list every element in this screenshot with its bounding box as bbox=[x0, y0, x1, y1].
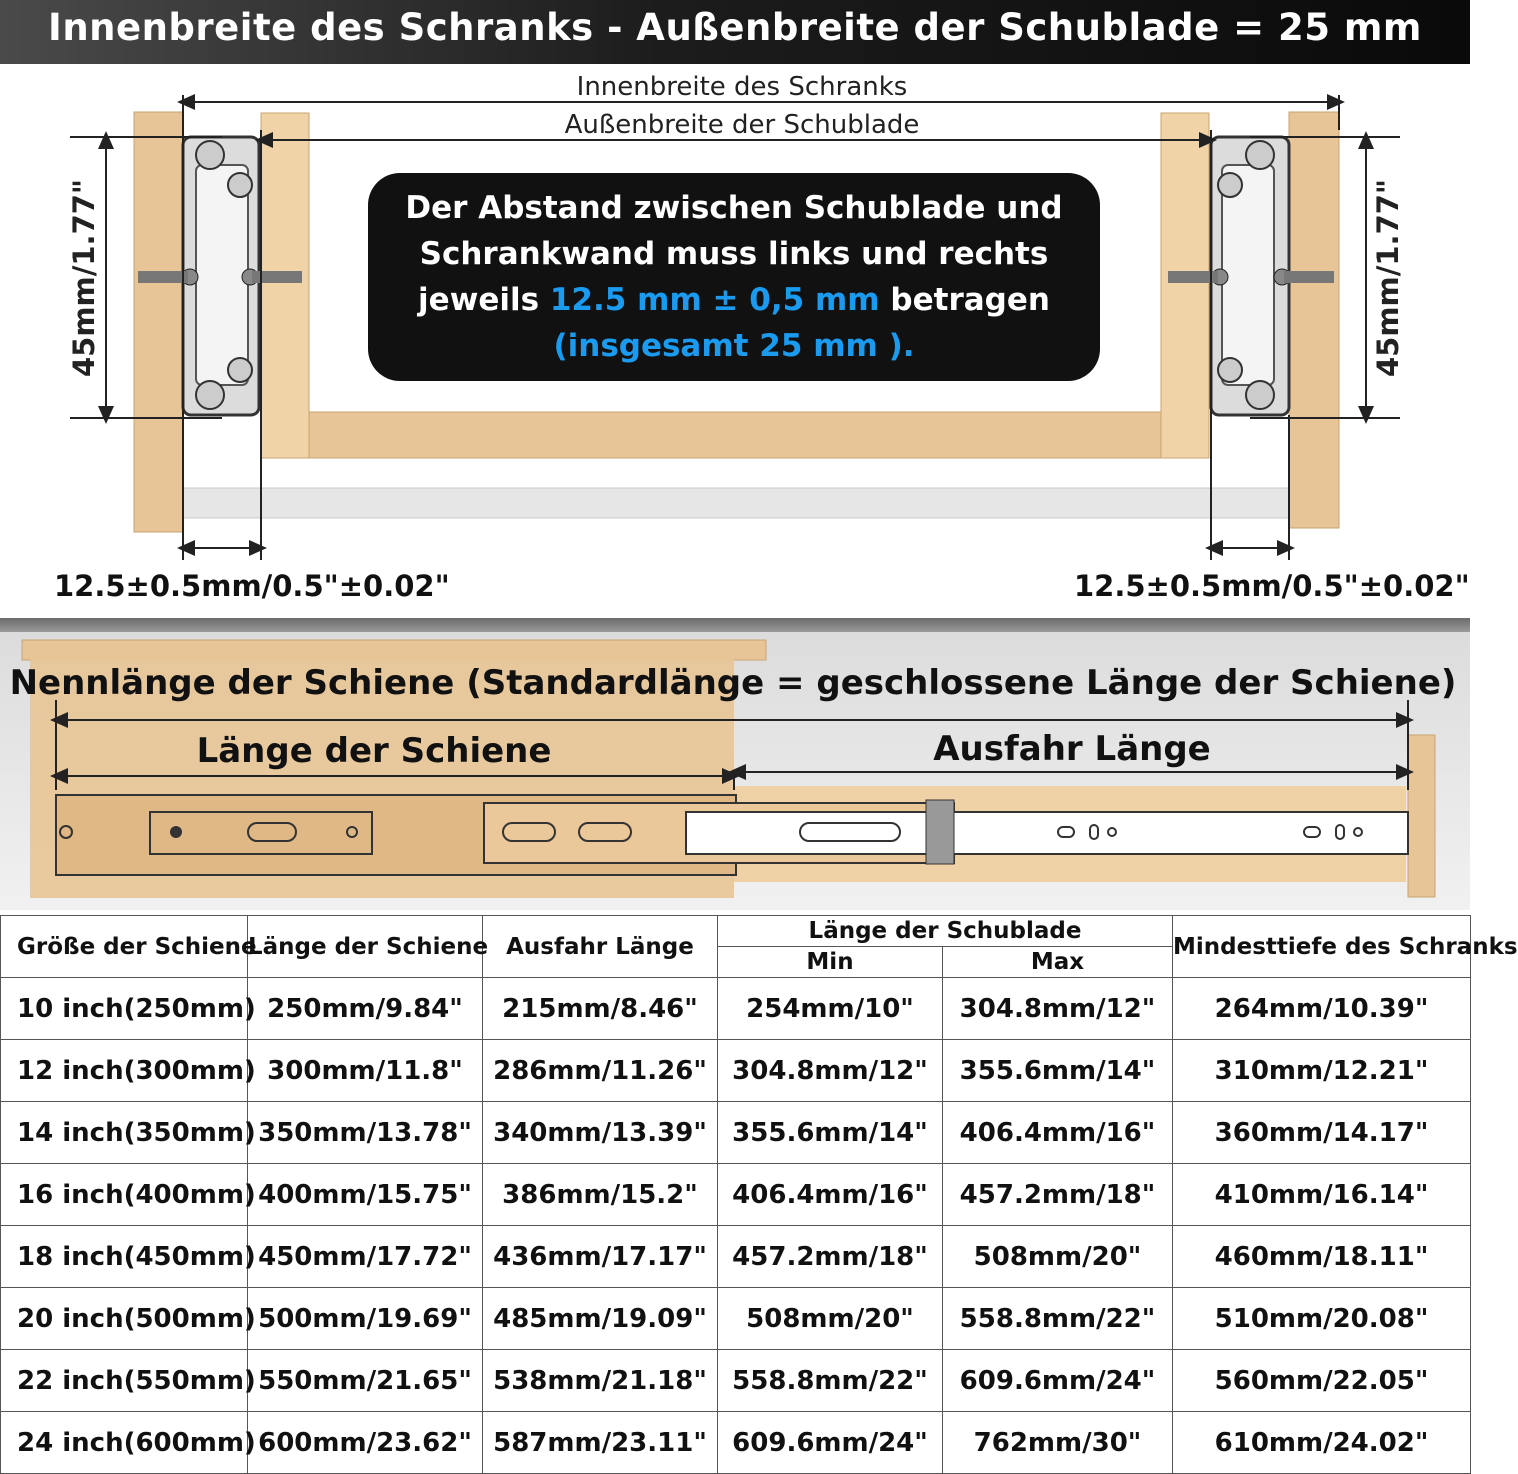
table-cell: 300mm/11.8" bbox=[248, 1040, 483, 1102]
table-cell: 485mm/19.09" bbox=[483, 1288, 718, 1350]
table-cell: 310mm/12.21" bbox=[1173, 1040, 1471, 1102]
table-cell: 215mm/8.46" bbox=[483, 978, 718, 1040]
table-cell: 508mm/20" bbox=[718, 1288, 943, 1350]
inner-width-label: Innenbreite des Schranks bbox=[576, 72, 908, 102]
table-cell: 610mm/24.02" bbox=[1173, 1412, 1471, 1474]
table-cell: 762mm/30" bbox=[943, 1412, 1173, 1474]
table-row bbox=[1, 1350, 1471, 1412]
table-cell: 304.8mm/12" bbox=[718, 1040, 943, 1102]
table-cell: 406.4mm/16" bbox=[943, 1102, 1173, 1164]
height-label-right: 45mm/1.77" bbox=[1371, 178, 1405, 378]
table-header-row bbox=[1, 916, 1471, 947]
header-min: Min bbox=[718, 947, 943, 978]
callout-line-2: Schrankwand muss links und rechts bbox=[419, 236, 1049, 272]
drawer-side-right bbox=[1161, 113, 1209, 458]
callout-line-3-suffix: betragen bbox=[879, 282, 1050, 318]
callout-line-1: Der Abstand zwischen Schublade und bbox=[405, 190, 1063, 226]
table-cell: 304.8mm/12" bbox=[943, 978, 1173, 1040]
table-cell: 558.8mm/22" bbox=[943, 1288, 1173, 1350]
table-row bbox=[1, 1102, 1471, 1164]
drawer-side-left bbox=[261, 113, 309, 458]
table-cell: 538mm/21.18" bbox=[483, 1350, 718, 1412]
table-cell: 436mm/17.17" bbox=[483, 1226, 718, 1288]
rail-diagram-graphic bbox=[0, 632, 1470, 910]
table-cell: 457.2mm/18" bbox=[943, 1164, 1173, 1226]
table-cell: 14 inch(350mm) bbox=[1, 1102, 248, 1164]
table-cell: 508mm/20" bbox=[943, 1226, 1173, 1288]
rail-inner bbox=[686, 812, 1408, 854]
outer-width-label: Außenbreite der Schublade bbox=[564, 110, 920, 140]
table-cell: 12 inch(300mm) bbox=[1, 1040, 248, 1102]
header-max: Max bbox=[943, 947, 1173, 978]
table-row bbox=[1, 1164, 1471, 1226]
cabinet-top-board bbox=[22, 640, 766, 660]
table-cell: 18 inch(450mm) bbox=[1, 1226, 248, 1288]
table-cell: 457.2mm/18" bbox=[718, 1226, 943, 1288]
table-cell: 264mm/10.39" bbox=[1173, 978, 1471, 1040]
rail-length-label: Länge der Schiene bbox=[196, 731, 552, 771]
table-cell: 600mm/23.62" bbox=[248, 1412, 483, 1474]
cabinet-wall-right bbox=[1289, 112, 1339, 528]
table-cell: 550mm/21.65" bbox=[248, 1350, 483, 1412]
cabinet-shelf bbox=[183, 488, 1289, 518]
table-cell: 410mm/16.14" bbox=[1173, 1164, 1471, 1226]
table-cell: 500mm/19.69" bbox=[248, 1288, 483, 1350]
table-cell: 20 inch(500mm) bbox=[1, 1288, 248, 1350]
size-table bbox=[0, 915, 1518, 1474]
table-cell: 355.6mm/14" bbox=[943, 1040, 1173, 1102]
table-cell: 350mm/13.78" bbox=[248, 1102, 483, 1164]
table-cell: 286mm/11.26" bbox=[483, 1040, 718, 1102]
table-row bbox=[1, 1226, 1471, 1288]
table-row bbox=[1, 1288, 1471, 1350]
height-label-left: 45mm/1.77" bbox=[67, 178, 101, 378]
table-cell: 510mm/20.08" bbox=[1173, 1288, 1471, 1350]
table-cell: 609.6mm/24" bbox=[943, 1350, 1173, 1412]
table-cell: 558.8mm/22" bbox=[718, 1350, 943, 1412]
table-cell: 460mm/18.11" bbox=[1173, 1226, 1471, 1288]
table-cell: 250mm/9.84" bbox=[248, 978, 483, 1040]
cabinet-wall-left bbox=[134, 112, 183, 532]
callout-line-3-prefix: jeweils bbox=[418, 282, 550, 318]
table-cell: 254mm/10" bbox=[718, 978, 943, 1040]
table-cell: 24 inch(600mm) bbox=[1, 1412, 248, 1474]
rail-diagram bbox=[0, 632, 1470, 910]
gap-label-left: 12.5±0.5mm/0.5"±0.02" bbox=[54, 569, 450, 603]
table-cell: 609.6mm/24" bbox=[718, 1412, 943, 1474]
table-cell: 355.6mm/14" bbox=[718, 1102, 943, 1164]
table-cell: 10 inch(250mm) bbox=[1, 978, 248, 1040]
header-rail-length: Länge der Schiene bbox=[248, 916, 483, 978]
table-row bbox=[1, 1412, 1471, 1474]
header-extension: Ausfahr Länge bbox=[483, 916, 718, 978]
table-cell: 450mm/17.72" bbox=[248, 1226, 483, 1288]
callout-line-3 bbox=[368, 277, 1100, 323]
header-size: Größe der Schiene bbox=[1, 916, 248, 978]
table-cell: 386mm/15.2" bbox=[483, 1164, 718, 1226]
table-cell: 16 inch(400mm) bbox=[1, 1164, 248, 1226]
callout-line-4: (insgesamt 25 mm ). bbox=[553, 328, 915, 364]
table-row bbox=[1, 1040, 1471, 1102]
drawer-front-board bbox=[1408, 735, 1435, 897]
table-cell: 406.4mm/16" bbox=[718, 1164, 943, 1226]
nominal-length-label: Nennlänge der Schiene (Standardlänge = geschlossene Länge der Schiene) bbox=[9, 663, 1457, 703]
section-divider bbox=[0, 618, 1470, 632]
header-min-depth: Mindesttiefe des Schranks bbox=[1173, 916, 1471, 978]
page-title: Innenbreite des Schranks - Außenbreite der Schublade = 25 mm bbox=[48, 6, 1422, 49]
callout-tolerance: 12.5 mm ± 0,5 mm bbox=[549, 282, 880, 318]
table-cell: 340mm/13.39" bbox=[483, 1102, 718, 1164]
table-cell: 400mm/15.75" bbox=[248, 1164, 483, 1226]
table-cell: 587mm/23.11" bbox=[483, 1412, 718, 1474]
gap-callout bbox=[368, 173, 1100, 381]
table-row bbox=[1, 978, 1471, 1040]
table-cell: 22 inch(550mm) bbox=[1, 1350, 248, 1412]
title-bar bbox=[0, 0, 1470, 64]
header-drawer-length: Länge der Schublade bbox=[718, 916, 1173, 947]
table-cell: 360mm/14.17" bbox=[1173, 1102, 1471, 1164]
drawer-bottom bbox=[309, 412, 1161, 458]
extension-length-label: Ausfahr Länge bbox=[933, 729, 1211, 769]
table-cell: 560mm/22.05" bbox=[1173, 1350, 1471, 1412]
gap-label-right: 12.5±0.5mm/0.5"±0.02" bbox=[1074, 569, 1470, 603]
